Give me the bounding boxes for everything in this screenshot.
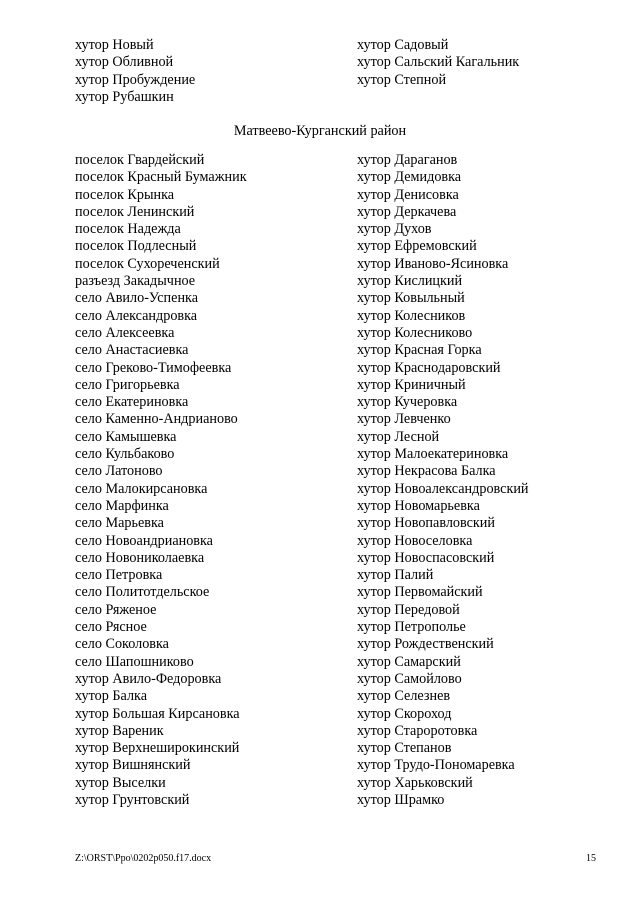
list-item: хутор Староротовка [357,722,478,739]
list-item: хутор Рубашкин [75,88,174,105]
list-item: хутор Степанов [357,740,452,757]
list-item: хутор Денисовка [357,186,459,203]
list-item: село Латоново [75,463,163,480]
list-item: хутор Самойлово [357,670,462,687]
list-item: село Анастасиевка [75,342,189,359]
list-item: село Марфинка [75,497,169,514]
list-item: хутор Ефремовский [357,238,477,255]
list-item: поселок Сухореченский [75,255,220,272]
list-item: село Авило-Успенка [75,290,199,307]
list-item: хутор Новоалександровский [357,480,529,497]
list-item: хутор Петрополье [357,619,466,636]
page-number: 15 [586,853,596,864]
list-item: хутор Садовый [357,37,449,53]
list-item: хутор Большая Кирсановка [75,705,240,722]
list-item: хутор Криничный [357,376,466,393]
list-item: хутор Демидовка [357,169,462,186]
list-item: хутор Балка [75,688,148,705]
list-item: хутор Колесников [357,307,466,324]
list-item: село Александровка [75,307,198,324]
list-item: хутор Некрасова Балка [357,463,496,480]
list-item: хутор Обливной [75,54,174,71]
list-item: хутор Скороход [357,705,452,722]
list-item: хутор Ковыльный [357,290,465,307]
list-item: хутор Рождественский [357,636,494,653]
list-item: село Новониколаевка [75,549,205,566]
list-item: село Соколовка [75,636,169,653]
left-locality-list [75,152,247,809]
list-item: поселок Гвардейский [75,152,205,168]
list-item: хутор Малоекатериновка [357,446,509,463]
list-item: хутор Палий [357,567,434,584]
list-item: село Григорьевка [75,376,180,393]
list-item: село Ряженое [75,601,157,618]
list-item: хутор Передовой [357,601,460,618]
top-left-list [75,37,195,106]
list-item: село Малокирсановка [75,480,208,497]
list-item: село Кульбаково [75,446,175,463]
list-item: хутор Селезнев [357,688,451,705]
list-item: хутор Новоспасовский [357,549,495,566]
list-item: хутор Пробуждение [75,71,196,88]
list-item: хутор Новоселовка [357,532,473,549]
footer-file-path: Z:\ORST\Ppo\0202p050.f17.docx [75,853,212,864]
list-item: хутор Сальский Кагальник [357,54,520,71]
list-item: хутор Авило-Федоровка [75,670,222,687]
list-item: хутор Шрамко [357,791,445,808]
list-item: хутор Вишнянский [75,757,191,774]
list-item: село Марьевка [75,515,164,532]
list-item: село Екатериновка [75,394,189,411]
top-right-list [357,37,519,89]
list-item: хутор Самарский [357,653,461,670]
list-item: поселок Ленинский [75,203,195,220]
list-item: хутор Деркачева [357,203,457,220]
list-item: хутор Колесниково [357,324,473,341]
list-item: хутор Новомарьевка [357,497,480,514]
list-item: село Греково-Тимофеевка [75,359,232,376]
right-locality-list [357,152,529,809]
list-item: поселок Надежда [75,221,181,238]
list-item: разъезд Закадычное [75,273,196,290]
list-item: село Петровка [75,567,163,584]
list-item: село Алексеевка [75,324,175,341]
list-item: хутор Новый [75,37,154,53]
list-item: хутор Кучеровка [357,394,458,411]
list-item: хутор Кислицкий [357,273,463,290]
list-item: хутор Выселки [75,774,166,791]
list-item: хутор Трудо-Пономаревка [357,757,515,774]
list-item: село Каменно-Андрианово [75,411,238,428]
list-item: поселок Красный Бумажник [75,169,247,186]
list-item: хутор Верхнеширокинский [75,740,240,757]
list-item: хутор Первомайский [357,584,483,601]
list-item: хутор Вареник [75,722,164,739]
list-item: село Политотдельское [75,584,210,601]
list-item: хутор Степной [357,71,447,88]
section-title: Матвеево-Курганский район [233,123,407,139]
list-item: село Шапошниково [75,653,194,670]
list-item: хутор Харьковский [357,774,473,791]
list-item: хутор Красная Горка [357,342,482,359]
list-item: хутор Краснодаровский [357,359,501,376]
list-item: хутор Лесной [357,428,440,445]
list-item: хутор Дараганов [357,152,458,168]
list-item: хутор Иваново-Ясиновка [357,255,509,272]
list-item: хутор Левченко [357,411,451,428]
list-item: село Новоандриановка [75,532,213,549]
list-item: поселок Подлесный [75,238,197,255]
list-item: село Рясное [75,619,147,636]
list-item: поселок Крынка [75,186,175,203]
list-item: хутор Духов [357,221,432,238]
list-item: хутор Грунтовский [75,791,190,808]
list-item: село Камышевка [75,428,177,445]
list-item: хутор Новопавловский [357,515,495,532]
